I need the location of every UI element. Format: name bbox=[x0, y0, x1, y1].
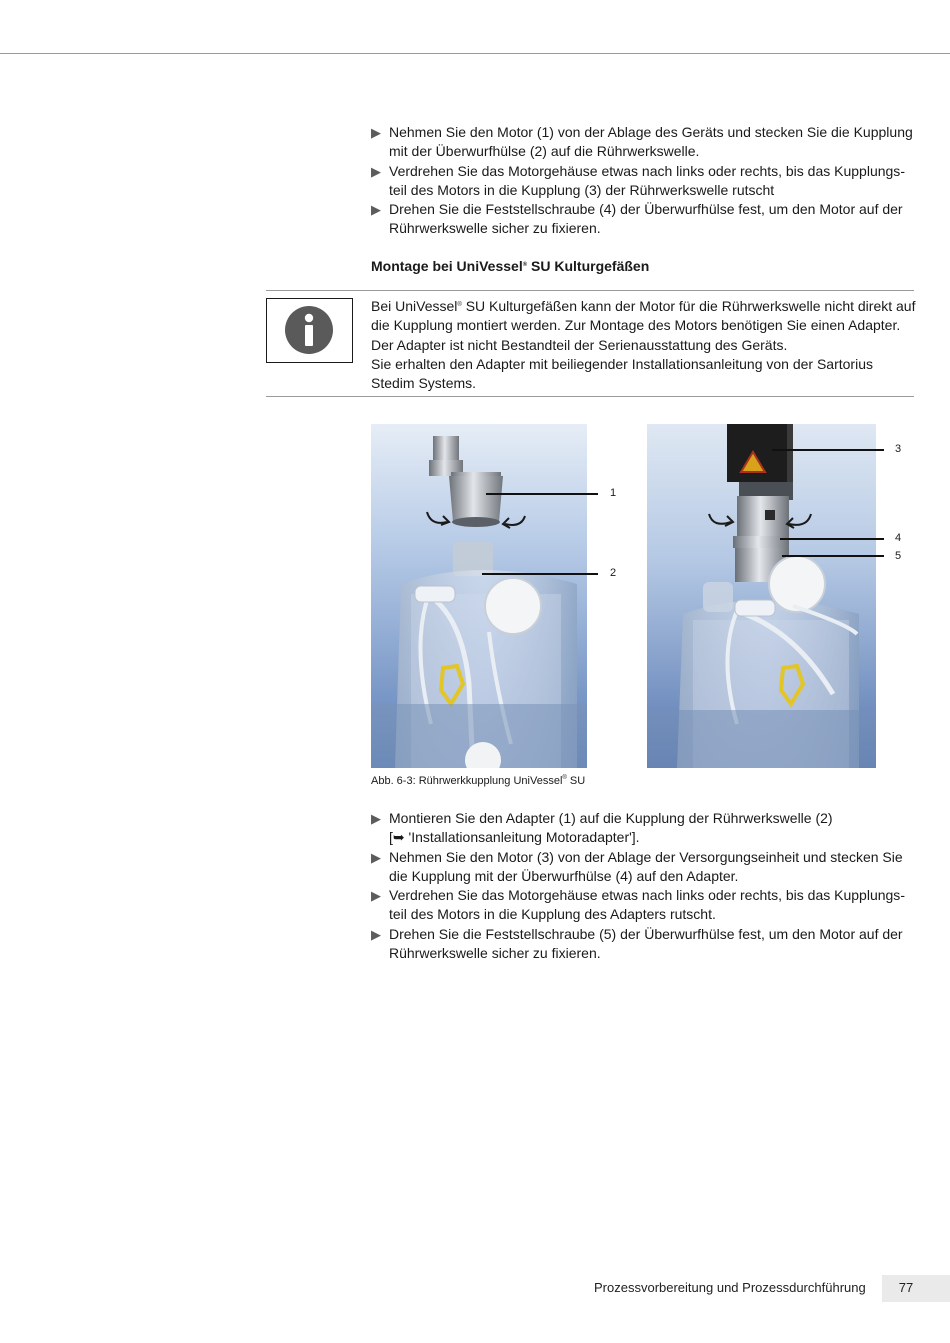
cross-reference-arrow-icon: ➥ bbox=[392, 829, 405, 846]
bullet-arrow-icon: ▶ bbox=[371, 163, 381, 179]
page-number-box bbox=[882, 1275, 950, 1302]
callout-label-4: 4 bbox=[895, 532, 902, 544]
info-icon bbox=[284, 305, 334, 355]
callout-line-3 bbox=[772, 449, 884, 451]
cross-reference-link[interactable]: 'Installationsanleitung Motoradapter']. bbox=[404, 829, 640, 846]
callout-label-1: 1 bbox=[610, 487, 617, 499]
callout-line-5 bbox=[782, 555, 884, 557]
list-item: ▶ Verdrehen Sie das Motorgehäuse etwas nach links oder rechts, bis das Kupplungsteil des Motors in die Kupplung (3) der Rührwerkswelle rutscht bbox=[371, 162, 905, 198]
page-number: 77 bbox=[898, 1280, 914, 1295]
callout-line-1 bbox=[486, 493, 598, 495]
callout-line-2 bbox=[482, 573, 598, 575]
header-rule bbox=[0, 53, 950, 54]
divider bbox=[266, 396, 914, 397]
photo-adapter-mounting bbox=[371, 424, 587, 768]
figure-caption: Abb. 6-3: Rührwerkkupplung UniVessel® SU bbox=[371, 775, 586, 787]
list-item: ▶ Nehmen Sie den Motor (3) von der Ablage der Versorgungseinheit und stecken Sie die Kupplung mit der Überwurfhülse (4) auf den Adapter. bbox=[371, 848, 903, 884]
callout-label-5: 5 bbox=[895, 550, 902, 562]
callout-label-2: 2 bbox=[610, 567, 617, 579]
photo-motor-mounted bbox=[647, 424, 876, 768]
info-note-text: Bei UniVessel® SU Kulturgefäßen kann der Motor für die Rührwerkswelle nicht direkt auf die Kupplung montiert werden. Zur Montage des Motors benötigen Sie einen Adapter. Der Adapter ist nicht Bestandteil der Serienausstattung des Geräts. Sie erhalten den Adapter mit beiliegender Installationsanleitung von der Sartorius Stedim Systems. bbox=[371, 298, 916, 392]
divider bbox=[266, 290, 914, 291]
bullet-arrow-icon: ▶ bbox=[371, 926, 381, 942]
step-list-univessel-su bbox=[371, 809, 916, 963]
bullet-arrow-icon: ▶ bbox=[371, 202, 381, 218]
callout-line-4 bbox=[780, 538, 884, 540]
bullet-arrow-icon: ▶ bbox=[371, 849, 381, 865]
list-item: ▶ Nehmen Sie den Motor (1) von der Ablage des Geräts und stecken Sie die Kupplung mit der Überwurfhülse (2) auf die Rührwerkswelle. bbox=[371, 124, 913, 160]
list-item: ▶ Drehen Sie die Feststellschraube (5) der Überwurfhülse fest, um den Motor auf der Rührwerkswelle sicher zu fixieren. bbox=[371, 925, 903, 962]
bullet-arrow-icon: ▶ bbox=[371, 888, 381, 904]
list-item: ▶ Verdrehen Sie das Motorgehäuse etwas nach links oder rechts, bis das Kupplungsteil des Motors in die Kupplung des Adapters rutscht. bbox=[371, 887, 905, 923]
bullet-arrow-icon: ▶ bbox=[371, 125, 381, 140]
section-heading: Montage bei UniVessel® SU Kulturgefäßen bbox=[371, 258, 650, 274]
footer-section-title: Prozessvorbereitung und Prozessdurchführung bbox=[594, 1280, 866, 1295]
list-item: ▶ Drehen Sie die Feststellschraube (4) der Überwurfhülse fest, um den Motor auf der Rührwerkswelle sicher zu fixieren. bbox=[371, 201, 903, 237]
info-box bbox=[266, 298, 353, 363]
list-item: ▶ Montieren Sie den Adapter (1) auf die Kupplung der Rührwerkswelle (2) [➥ 'Installationsanleitung Motoradapter']. bbox=[371, 810, 833, 846]
callout-label-3: 3 bbox=[895, 443, 902, 455]
bullet-arrow-icon: ▶ bbox=[371, 811, 381, 826]
step-list-univessel-glass bbox=[371, 123, 916, 239]
